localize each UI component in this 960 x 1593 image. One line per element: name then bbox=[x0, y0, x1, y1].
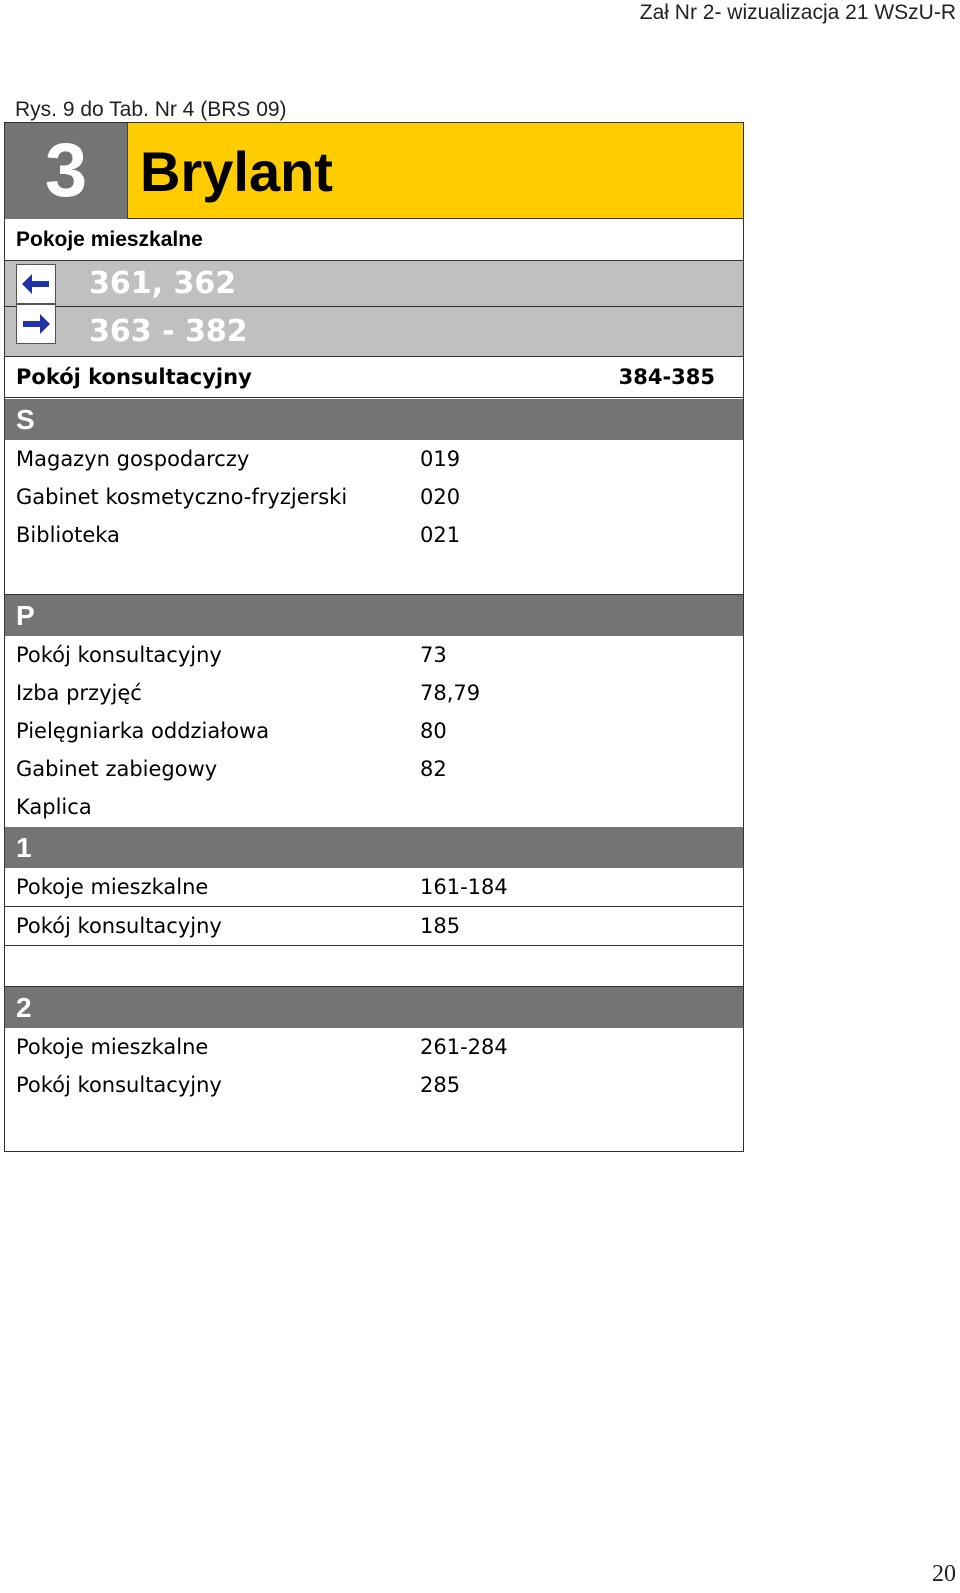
list-item bbox=[5, 674, 743, 712]
residential-heading: Pokoje mieszkalne bbox=[5, 219, 743, 261]
sign-panel bbox=[4, 122, 744, 1152]
list-item bbox=[5, 478, 743, 516]
page-header: Zał Nr 2- wizualizacja 21 WSzU-R bbox=[639, 1, 956, 24]
list-item bbox=[5, 907, 743, 946]
list-item bbox=[5, 750, 743, 788]
arrow-right-icon bbox=[16, 304, 56, 344]
item-label: Biblioteka bbox=[16, 523, 120, 547]
list-item bbox=[5, 636, 743, 674]
item-value: 78,79 bbox=[420, 681, 481, 705]
sign-title: Brylant bbox=[128, 123, 743, 219]
figure-caption: Rys. 9 do Tab. Nr 4 (BRS 09) bbox=[15, 98, 287, 121]
item-label: Pielęgniarka oddziałowa bbox=[16, 719, 270, 743]
consultation-label: Pokój konsultacyjny bbox=[16, 365, 252, 389]
section-s-header: S bbox=[5, 399, 743, 440]
section-1-header: 1 bbox=[5, 827, 743, 868]
floor-number: 3 bbox=[5, 123, 128, 219]
item-label: Magazyn gospodarczy bbox=[16, 447, 250, 471]
room-row-right bbox=[5, 307, 743, 357]
spacer-row bbox=[5, 946, 743, 987]
room-numbers-left: 361, 362 bbox=[89, 266, 237, 301]
item-value: 021 bbox=[420, 523, 461, 547]
page-number: 20 bbox=[932, 1561, 956, 1587]
list-item bbox=[5, 1028, 743, 1066]
section-2-header: 2 bbox=[5, 987, 743, 1028]
item-value: 020 bbox=[420, 485, 461, 509]
item-value: 80 bbox=[420, 719, 447, 743]
item-label: Pokoje mieszkalne bbox=[16, 1035, 209, 1059]
spacer-row bbox=[5, 554, 743, 595]
consultation-value: 384-385 bbox=[618, 365, 715, 389]
item-value: 82 bbox=[420, 757, 447, 781]
item-value: 185 bbox=[420, 914, 461, 938]
list-item bbox=[5, 788, 743, 826]
item-value: 161-184 bbox=[420, 875, 508, 899]
item-value: 73 bbox=[420, 643, 447, 667]
item-label: Pokój konsultacyjny bbox=[16, 643, 222, 667]
item-value: 261-284 bbox=[420, 1035, 508, 1059]
room-row-left bbox=[5, 261, 743, 307]
room-numbers-right: 363 - 382 bbox=[89, 314, 248, 349]
list-item bbox=[5, 440, 743, 478]
sign-title-band bbox=[5, 123, 743, 219]
item-label: Pokój konsultacyjny bbox=[16, 914, 222, 938]
item-label: Izba przyjęć bbox=[16, 681, 142, 705]
item-value: 019 bbox=[420, 447, 461, 471]
item-label: Gabinet zabiegowy bbox=[16, 757, 218, 781]
section-p-header: P bbox=[5, 595, 743, 636]
item-value: 285 bbox=[420, 1073, 461, 1097]
list-item bbox=[5, 1066, 743, 1104]
consultation-row bbox=[5, 357, 743, 398]
list-item bbox=[5, 868, 743, 907]
item-label: Pokoje mieszkalne bbox=[16, 875, 209, 899]
item-label: Kaplica bbox=[16, 795, 92, 819]
list-item bbox=[5, 516, 743, 554]
item-label: Gabinet kosmetyczno-fryzjerski bbox=[16, 485, 348, 509]
arrow-left-icon bbox=[16, 264, 56, 304]
item-label: Pokój konsultacyjny bbox=[16, 1073, 222, 1097]
list-item bbox=[5, 712, 743, 750]
